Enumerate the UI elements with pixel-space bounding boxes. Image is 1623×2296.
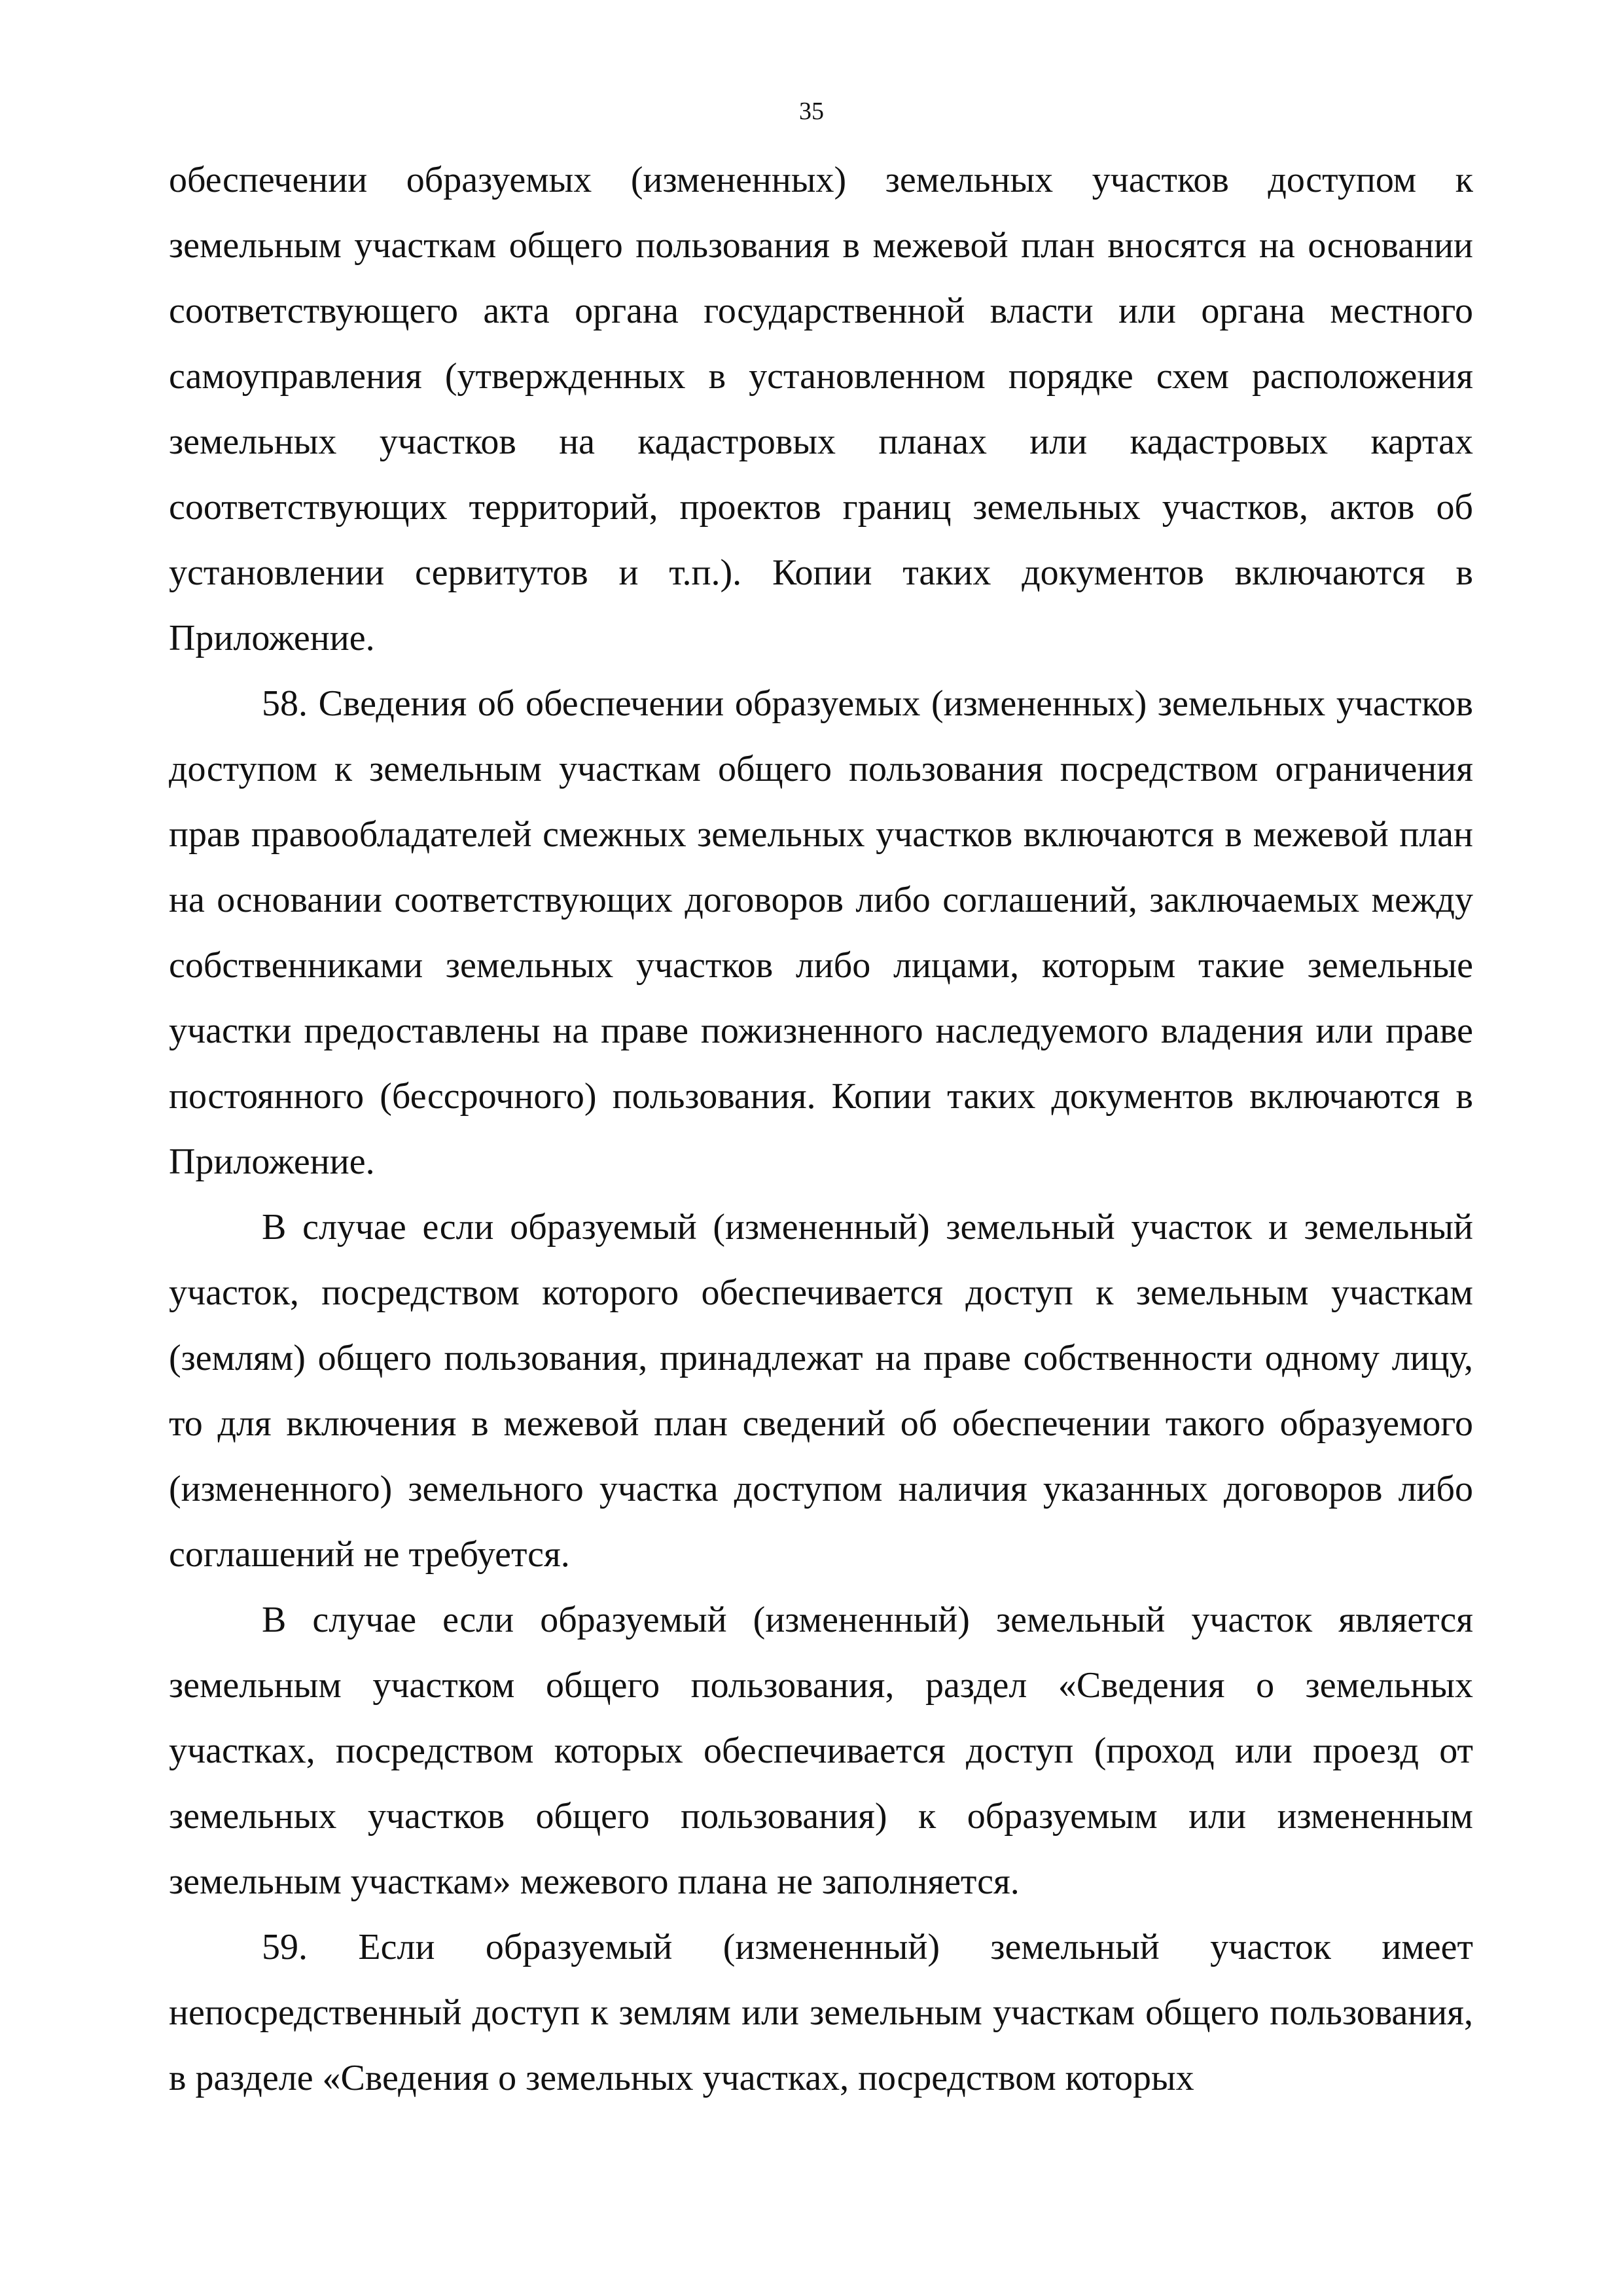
paragraph-item-58: 58. Сведения об обеспечении образуемых (измененных) земельных участков доступом к земельным участкам общего пользования посредством ограничения прав правообладателей смежных земельных участков включаются в межевой план на основании соответствующих договоров либо соглашений, заключаемых между собственниками земельных участков либо лицами, которым такие земельные участки предоставлены на праве пожизненного наследуемого владения или праве постоянного (бессрочного) пользования. Копии таких документов включаются в Приложение. xyxy=(169,683,1473,1182)
paragraph-item-59: 59. Если образуемый (измененный) земельный участок имеет непосредственный доступ к землям или земельным участкам общего пользования, в разделе «Сведения о земельных участках, посредством которых xyxy=(169,1927,1473,2098)
paragraph-common-use-case: В случае если образуемый (измененный) земельный участок является земельным участком общего пользования, раздел «Сведения о земельных участках, посредством которых обеспечивается доступ (проход или проезд от земельных участков общего пользования) к образуемым или измененным земельным участкам» межевого плана не заполняется. xyxy=(169,1600,1473,1902)
page-number: 35 xyxy=(799,98,824,125)
paragraph-continuation: обеспечении образуемых (измененных) земельных участков доступом к земельным участкам общего пользования в межевой план вносятся на основании соответствующего акта органа государственной власти или органа местного самоуправления (утвержденных в установленном порядке схем расположения земельных участков на кадастровых планах или кадастровых картах соответствующих территорий, проектов границ земельных участков, актов об установлении сервитутов и т.п.). Копии таких документов включаются в Приложение. xyxy=(169,160,1473,658)
paragraph-same-owner-case: В случае если образуемый (измененный) земельный участок и земельный участок, посредством которого обеспечивается доступ к земельным участкам (землям) общего пользования, принадлежат на праве собственности одному лицу, то для включения в межевой план сведений об обеспечении такого образуемого (измененного) земельного участка доступом наличия указанных договоров либо соглашений не требуется. xyxy=(169,1207,1473,1575)
body-text xyxy=(169,147,1473,2111)
